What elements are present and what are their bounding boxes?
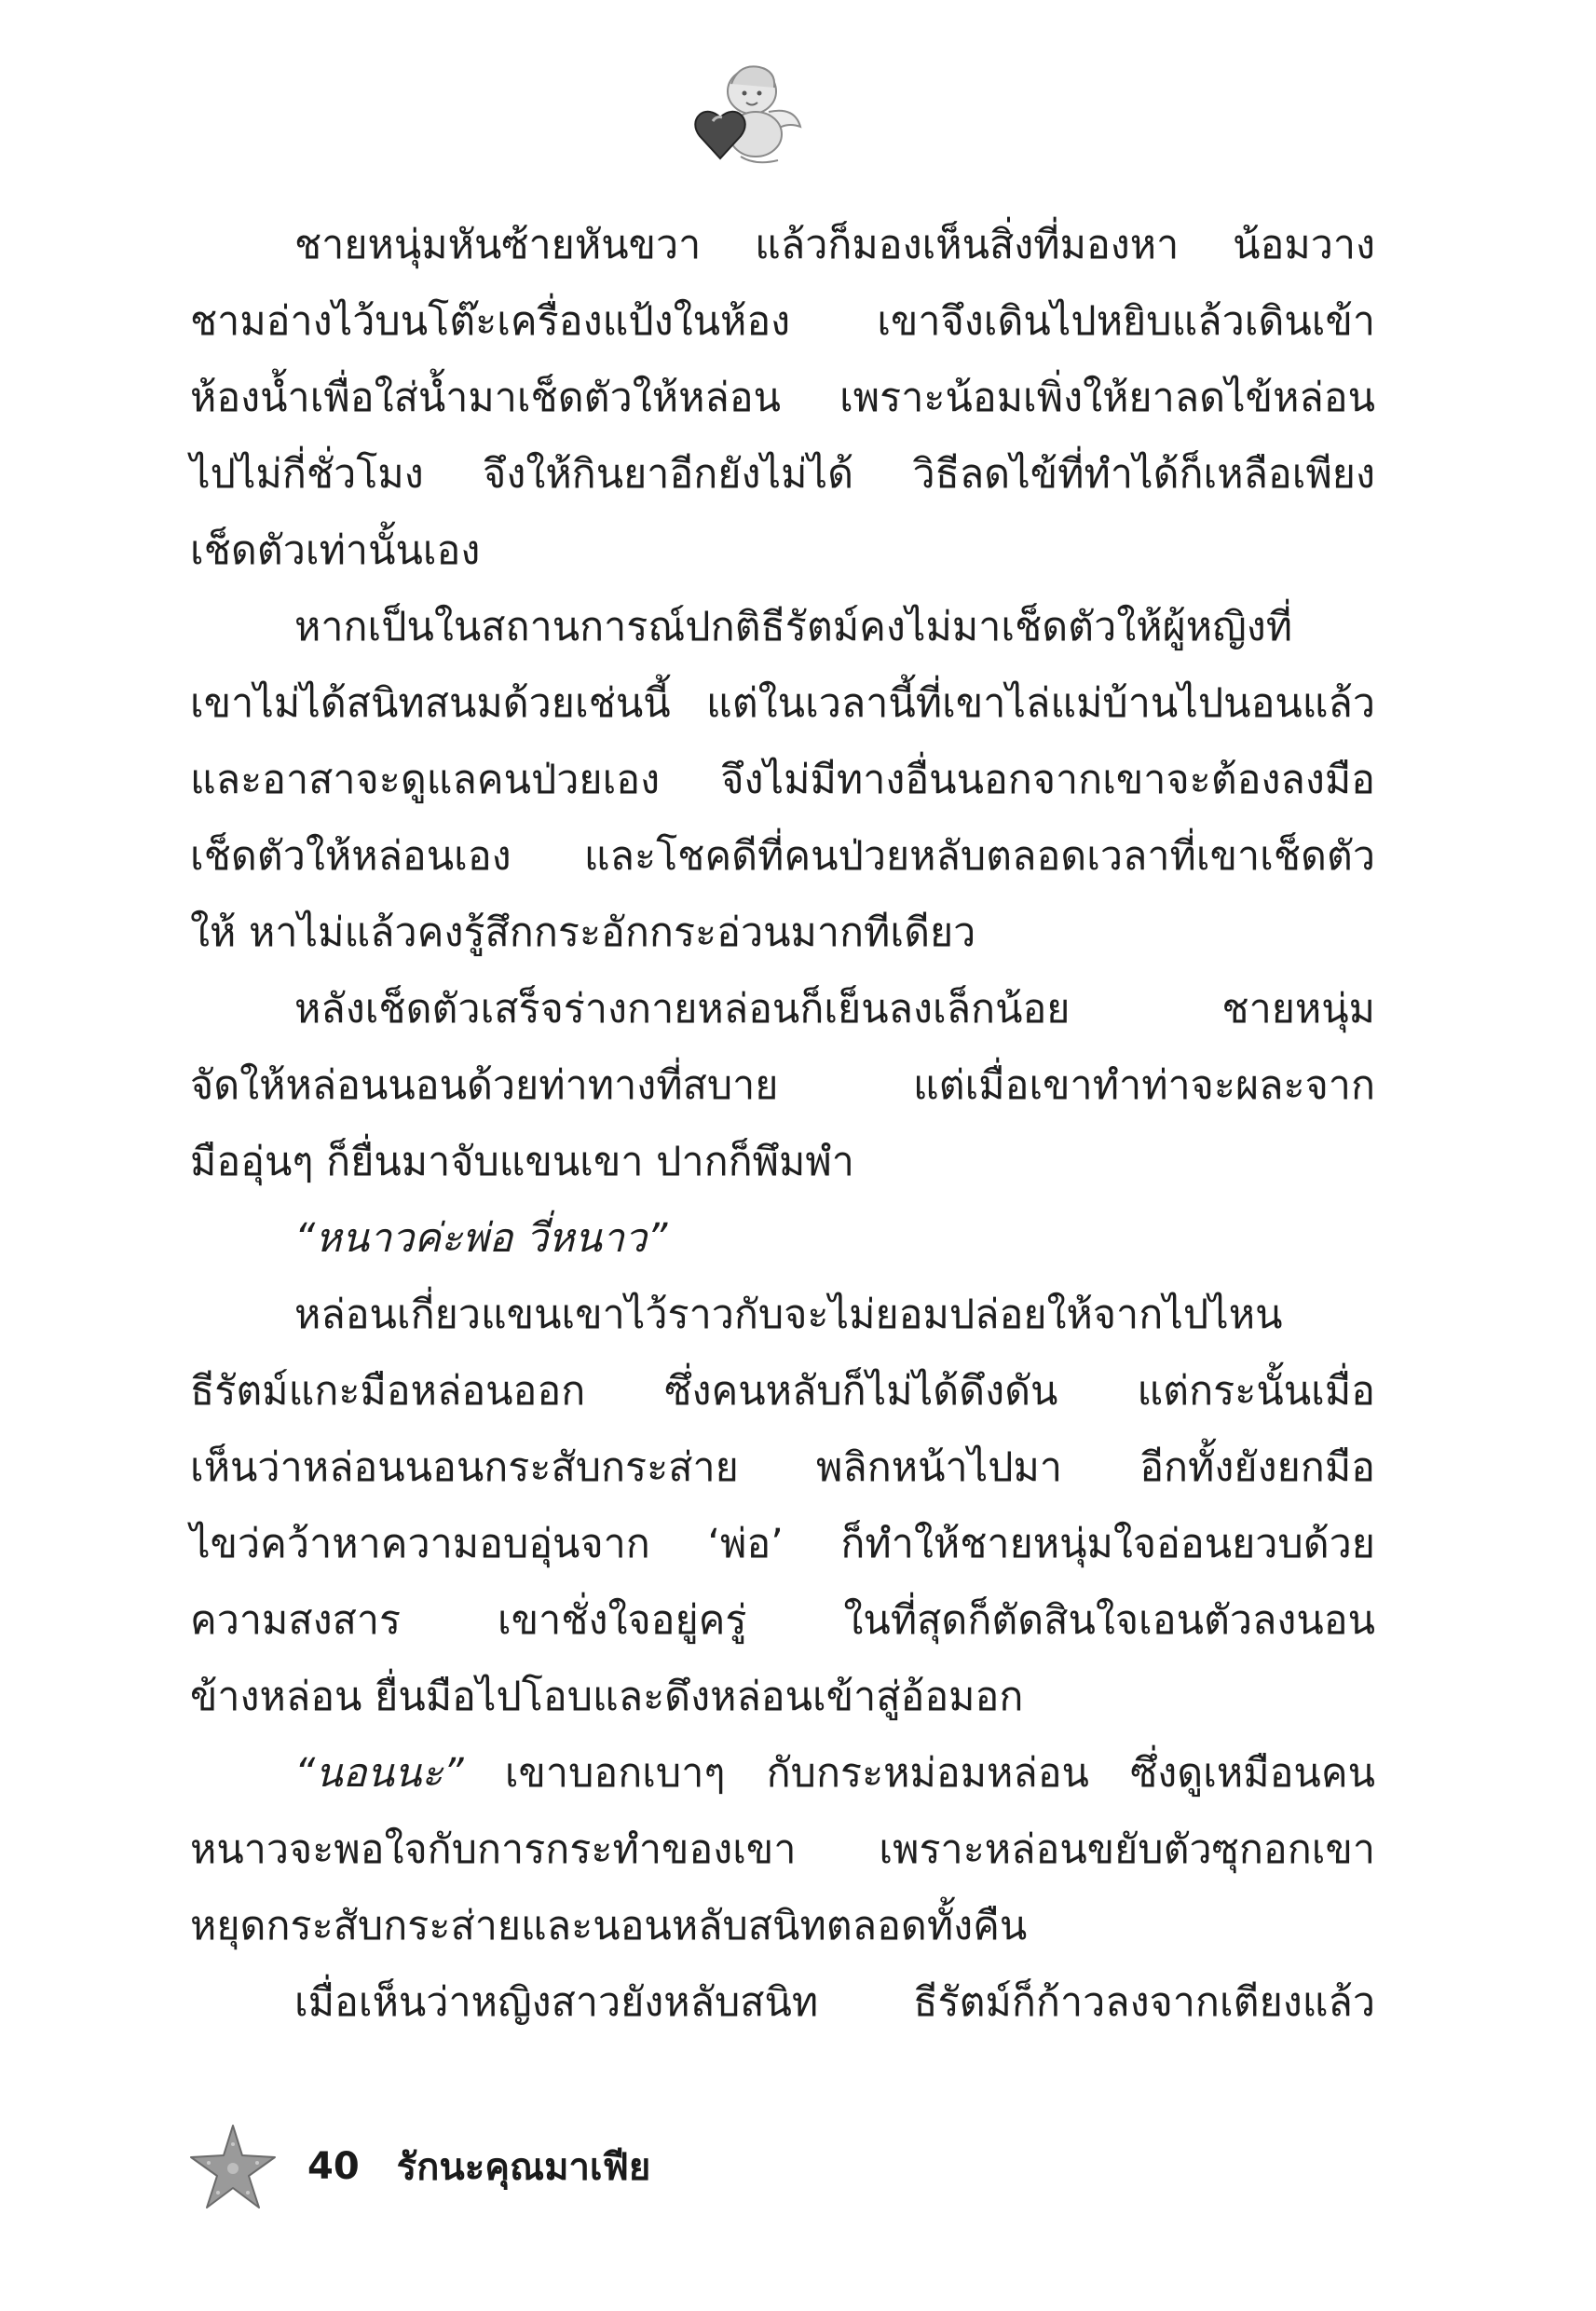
paragraph-7	[190, 1964, 1375, 2041]
text-line: ไปไม่กี่ชั่วโมง จึงให้กินยาอีกยังไม่ได้ วิธีลดไข้ที่ทำได้ก็เหลือเพียง	[190, 451, 1375, 498]
text-line	[190, 1735, 1375, 1812]
paragraph-4-dialogue	[190, 1200, 1375, 1277]
story-text	[190, 207, 1375, 2041]
paragraph-5	[190, 1277, 1375, 1735]
text-line: หนาวจะพอใจกับการกระทำของเขา เพราะหล่อนขยับตัวซุกอกเขา	[190, 1826, 1375, 1873]
text-line: หยุดกระสับกระส่ายและนอนหลับสนิทตลอดทั้งคืน	[190, 1903, 1028, 1949]
page-footer	[186, 2115, 650, 2218]
dialogue-quote: “นอนนะ”	[294, 1750, 464, 1797]
page-number: 40	[307, 2145, 360, 2188]
text-line: เขาไม่ได้สนิทสนมด้วยเช่นนี้ แต่ในเวลานี้ที่เขาไล่แม่บ้านไปนอนแล้ว	[190, 680, 1375, 727]
text-line: ชายหนุ่มหันซ้ายหันขวา แล้วก็มองเห็นสิ่งที่มองหา น้อมวาง	[294, 222, 1375, 268]
text-line: เห็นว่าหล่อนนอนกระสับกระส่าย พลิกหน้าไปมา อีกทั้งยังยกมือ	[190, 1444, 1375, 1491]
starfish-icon	[186, 2120, 280, 2213]
text-line: มืออุ่นๆ ก็ยื่นมาจับแขนเขา ปากก็พึมพำ	[190, 1139, 854, 1185]
book-title: รักนะคุณมาเฟีย	[396, 2146, 651, 2189]
text-line: ห้องน้ำเพื่อใส่น้ำมาเช็ดตัวให้หล่อน เพราะน้อมเพิ่งให้ยาลดไข้หล่อน	[190, 375, 1375, 421]
text-line: เช็ดตัวเท่านั้นเอง	[190, 527, 481, 574]
text-line: เมื่อเห็นว่าหญิงสาวยังหลับสนิท ธีรัตม์ก็ก้าวลงจากเตียงแล้ว	[294, 1979, 1375, 2026]
paragraph-2	[190, 589, 1375, 971]
text-line: หล่อนเกี่ยวแขนเขาไว้ราวกับจะไม่ยอมปล่อยให้จากไปไหน	[294, 1292, 1283, 1338]
text-line: หากเป็นในสถานการณ์ปกติธีรัตม์คงไม่มาเช็ดตัวให้ผู้หญิงที่	[294, 604, 1293, 650]
paragraph-1	[190, 207, 1375, 589]
text-line: ไขว่คว้าหาความอบอุ่นจาก ‘พ่อ’ ก็ทำให้ชายหนุ่มใจอ่อนยวบด้วย	[190, 1521, 1375, 1567]
text-line: และอาสาจะดูแลคนป่วยเอง จึงไม่มีทางอื่นนอกจากเขาจะต้องลงมือ	[190, 757, 1375, 803]
text-line: หลังเช็ดตัวเสร็จร่างกายหล่อนก็เย็นลงเล็กน้อย ชายหนุ่ม	[294, 986, 1375, 1032]
paragraph-6	[190, 1735, 1375, 1964]
text-line: ชามอ่างไว้บนโต๊ะเครื่องแป้งในห้อง เขาจึงเดินไปหยิบแล้วเดินเข้า	[190, 298, 1375, 345]
text-line: ธีรัตม์แกะมือหล่อนออก ซึ่งคนหลับก็ไม่ได้ดึงดัน แต่กระนั้นเมื่อ	[190, 1368, 1375, 1415]
text-line: ข้างหล่อน ยื่นมือไปโอบและดึงหล่อนเข้าสู่อ้อมอก	[190, 1674, 1024, 1720]
text-line-rest: เขาบอกเบาๆ กับกระหม่อมหล่อน ซึ่งดูเหมือนคน	[463, 1750, 1375, 1797]
dialogue-line: “หนาวค่ะพ่อ วี่หนาว”	[294, 1215, 668, 1262]
text-line: ความสงสาร เขาชั่งใจอยู่ครู่ ในที่สุดก็ตัดสินใจเอนตัวลงนอน	[190, 1597, 1375, 1644]
cherub-with-heart-icon	[685, 56, 806, 168]
text-line: ให้ หาไม่แล้วคงรู้สึกกระอักกระอ่วนมากทีเดียว	[190, 909, 976, 956]
text-line: จัดให้หล่อนนอนด้วยท่าทางที่สบาย แต่เมื่อเขาทำท่าจะผละจาก	[190, 1062, 1375, 1109]
paragraph-3	[190, 971, 1375, 1200]
text-line: เช็ดตัวให้หล่อนเอง และโชคดีที่คนป่วยหลับตลอดเวลาที่เขาเช็ดตัว	[190, 833, 1375, 880]
